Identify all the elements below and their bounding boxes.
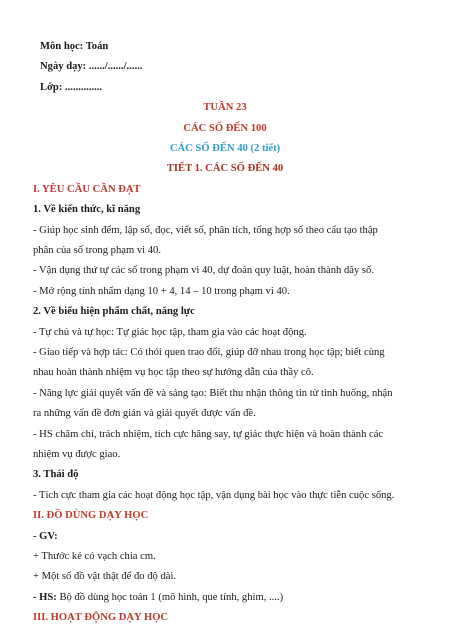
week-title: TUẦN 23 [203, 102, 247, 114]
hs-line [33, 591, 283, 604]
paragraph-line: - Năng lực giải quyết vấn đề và sáng tạo: Biết thu nhận thông tin từ tình huống, nhận [33, 387, 393, 399]
lesson-title: TIẾT 1. CÁC SỐ ĐẾN 40 [166, 163, 284, 175]
subsection-2-heading: 2. Về biểu hiện phẩm chất, năng lực [33, 306, 195, 318]
section-1-heading: I. YÊU CẦU CẦN ĐẠT [33, 183, 141, 195]
paragraph-line: - Giúp học sinh đếm, lập số, đọc, viết số, phân tích, tổng hợp số theo cấu tạo thập [33, 224, 378, 236]
paragraph-line: - HS chăm chỉ, trách nhiệm, tích cực hăng say, tự giác thực hiện và hoàn thành các [33, 428, 384, 440]
paragraph-line: - Tự chủ và tự học: Tự giác học tập, tham gia vào các hoạt động. [33, 326, 307, 338]
paragraph-line: phân của số trong phạm vi 40. [33, 245, 161, 256]
section-2-heading: II. ĐỒ DÙNG DẠY HỌC [33, 510, 149, 522]
unit-title: CÁC SỐ ĐẾN 100 [183, 122, 267, 134]
date-line: Ngày dạy: ....../....../...... [40, 61, 143, 73]
paragraph-line: - Tích cực tham gia các hoạt động học tập, vận dụng bài học vào thực tiễn cuộc sống. [33, 489, 395, 501]
hs-label: - HS: [33, 591, 57, 603]
subject-line: Môn học: Toán [40, 41, 109, 52]
subsection-3-heading: 3. Thái độ [33, 469, 79, 481]
gv-item: + Một số đồ vật thật để đo độ dài. [33, 571, 177, 583]
paragraph-line: nhiệm vụ được giao. [33, 449, 121, 460]
paragraph-line: - Giao tiếp và hợp tác: Có thói quen trao đổi, giúp đỡ nhau trong học tập; biết cùng [33, 347, 385, 358]
topic-title: CÁC SỐ ĐẾN 40 (2 tiết) [169, 143, 281, 154]
paragraph-line: ra những vấn đề đơn giản và giải quyết được vấn đề. [33, 408, 256, 420]
class-line: Lớp: .............. [40, 81, 103, 93]
paragraph-line: - Mở rộng tính nhẩm dạng 10 + 4, 14 – 10 trong phạm vi 40. [33, 285, 290, 297]
paragraph-line: - Vận dụng thứ tự các số trong phạm vi 40, dự đoán quy luật, hoàn thành dãy số. [33, 265, 374, 277]
paragraph-line: nhau hoàn thành nhiệm vụ học tập theo sự hướng dẫn của thầy cô. [33, 367, 314, 379]
subsection-1-heading: 1. Về kiến thức, kĩ năng [33, 204, 141, 216]
hs-text: Bộ đồ dùng học toán 1 (mô hình, que tính, ghim, ....) [56, 591, 284, 603]
gv-item: + Thước kẻ có vạch chia cm. [33, 551, 156, 562]
gv-label: - GV: [33, 530, 58, 542]
section-3-heading: III. HOẠT ĐỘNG DẠY HỌC [33, 612, 169, 624]
